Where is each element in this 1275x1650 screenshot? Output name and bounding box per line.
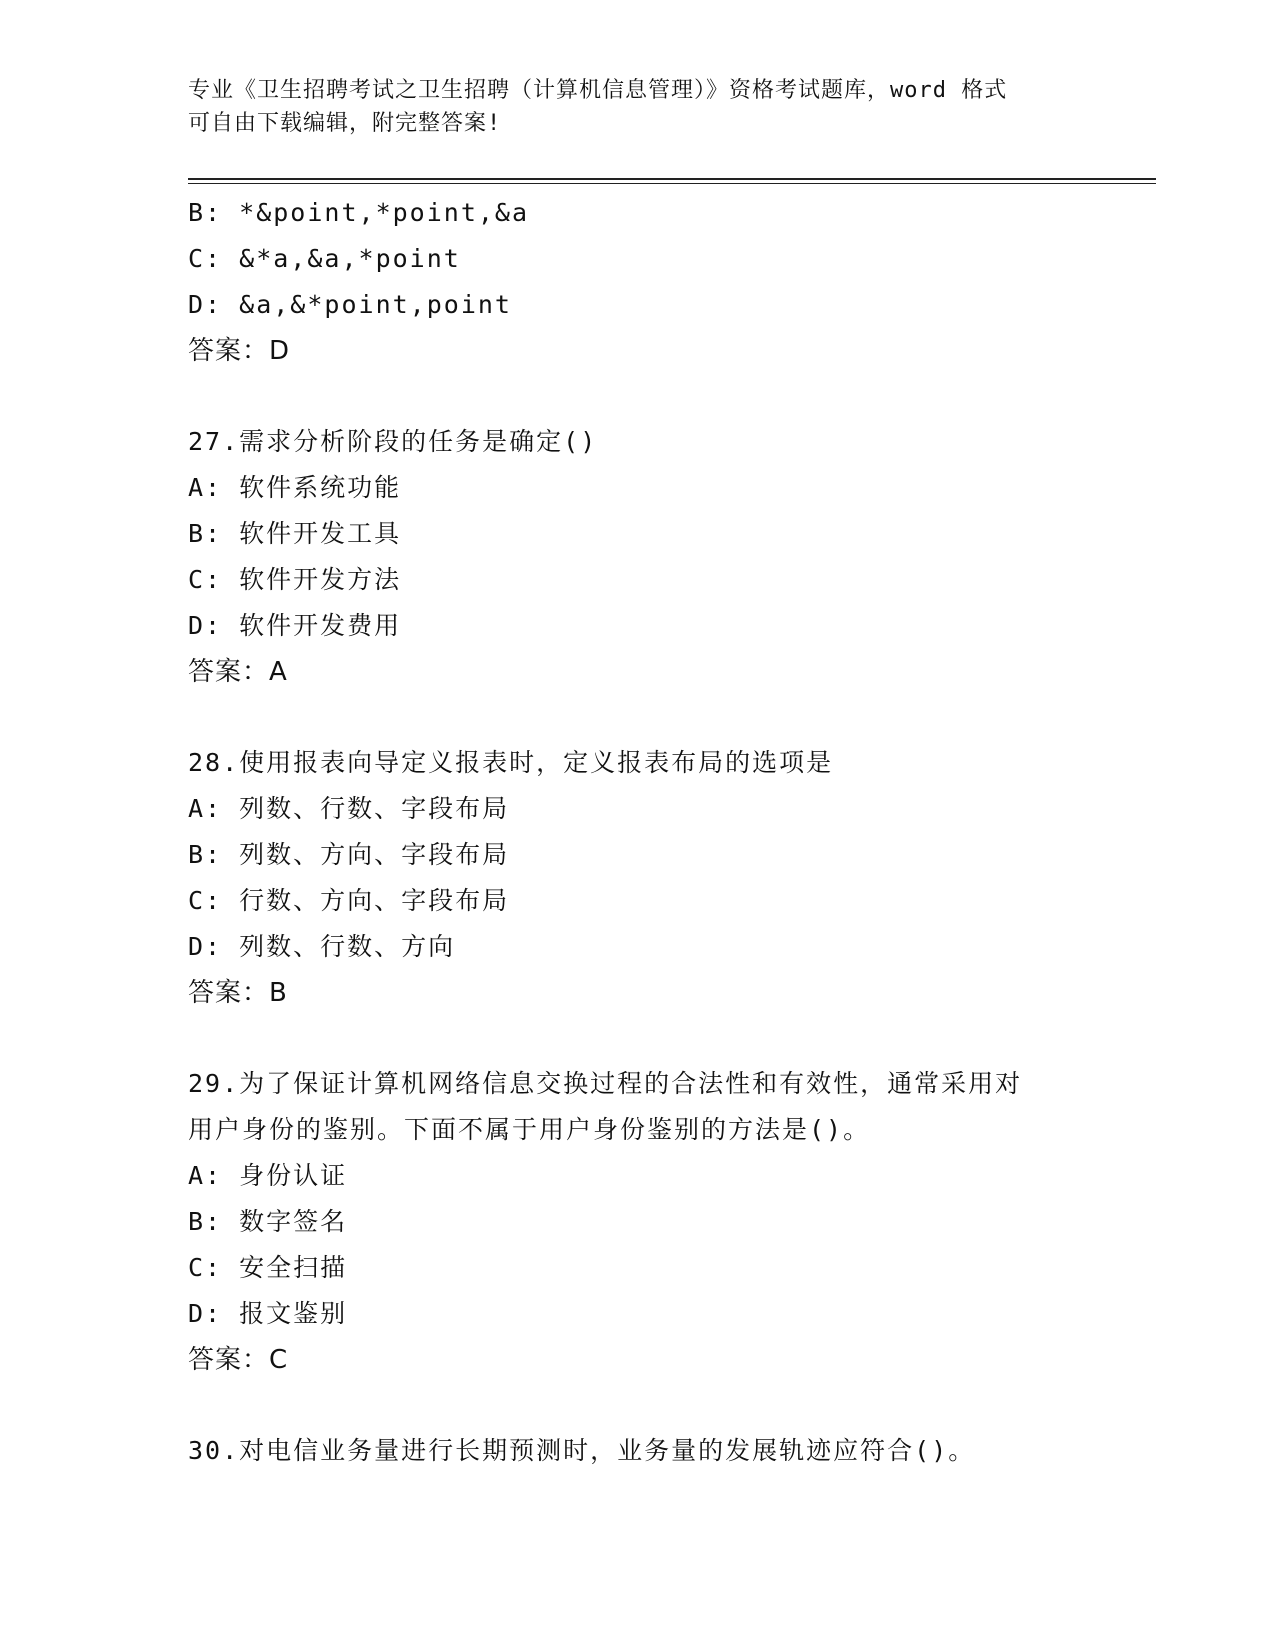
header-title-line2: 可自由下载编辑，附完整答案!: [188, 111, 502, 136]
option-d: D: 列数、行数、方向: [188, 932, 456, 961]
question-stem: 28.使用报表向导定义报表时，定义报表布局的选项是: [188, 748, 834, 777]
option-c: C: 软件开发方法: [188, 565, 402, 594]
answer-label: 答案：C: [188, 1345, 289, 1375]
header-divider-thick: [188, 178, 1156, 180]
option-b: B: 数字签名: [188, 1207, 348, 1236]
question-stem-line1: 29.为了保证计算机网络信息交换过程的合法性和有效性，通常采用对: [188, 1069, 1023, 1098]
question-27: [188, 419, 1088, 695]
option-a: A: 软件系统功能: [188, 473, 402, 502]
header-title-line1: 专业《卫生招聘考试之卫生招聘（计算机信息管理）》资格考试题库，word 格式: [188, 78, 1008, 103]
question-stem: 27.需求分析阶段的任务是确定(): [188, 427, 598, 456]
answer-label: 答案：D: [188, 336, 291, 366]
question-30: [188, 1428, 1088, 1474]
option-d: D: 报文鉴别: [188, 1299, 348, 1328]
question-list: [188, 190, 1088, 1474]
option-b: B: 软件开发工具: [188, 519, 402, 548]
question-28: [188, 740, 1088, 1016]
option-b: B: 列数、方向、字段布局: [188, 840, 510, 869]
question-29: [188, 1061, 1088, 1383]
document-header: [188, 74, 1088, 140]
option-c: C: 安全扫描: [188, 1253, 348, 1282]
option-d: D: &a,&*point,point: [188, 290, 512, 319]
option-d: D: 软件开发费用: [188, 611, 402, 640]
header-divider-thin: [188, 183, 1156, 184]
answer-label: 答案：A: [188, 657, 288, 687]
answer-label: 答案：B: [188, 978, 288, 1008]
question-26-continuation: [188, 190, 1088, 374]
question-stem: 30.对电信业务量进行长期预测时，业务量的发展轨迹应符合()。: [188, 1436, 976, 1465]
option-c: C: &*a,&a,*point: [188, 244, 461, 273]
option-a: A: 身份认证: [188, 1161, 348, 1190]
option-c: C: 行数、方向、字段布局: [188, 886, 510, 915]
option-b: B: *&point,*point,&a: [188, 198, 530, 227]
option-a: A: 列数、行数、字段布局: [188, 794, 510, 823]
question-stem-line2: 用户身份的鉴别。下面不属于用户身份鉴别的方法是()。: [188, 1115, 871, 1144]
